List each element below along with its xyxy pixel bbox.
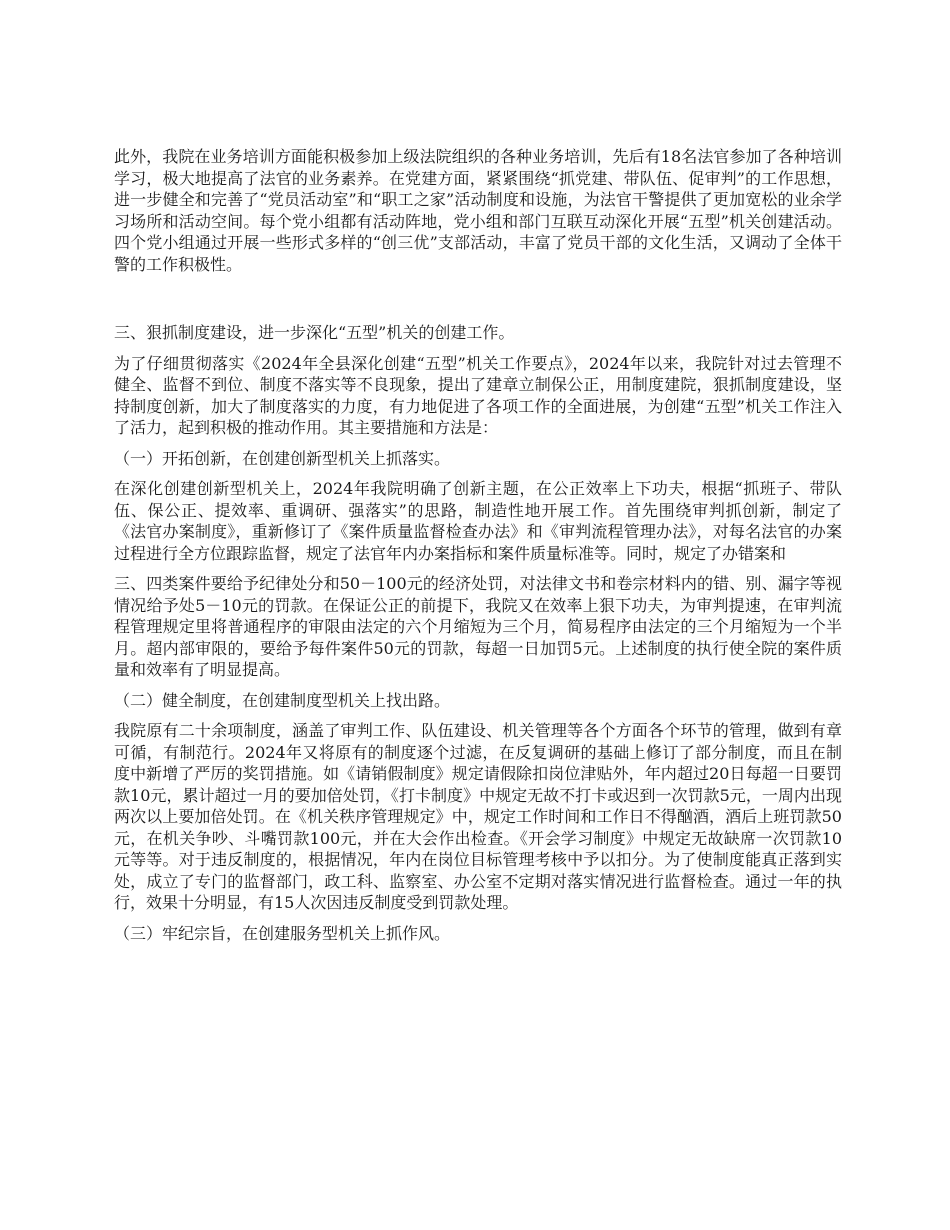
subheading-service: （三）牢纪宗旨，在创建服务型机关上抓作风。 xyxy=(114,923,451,943)
paragraph-training-party-building: 此外，我院在业务培训方面能积极参加上级法院组织的各种业务培训，先后有18名法官参加了各种培训学习，极大地提高了法官的业务素养。在党建方面，紧紧围绕“抓党建、带队伍、促审判”的工作思想，进一步健全和完善了“党员活动室”和“职工之家”活动制度和设施，为法官干警提供了更加宽松的业余学习场所和活动空间。每个党小组都有活动阵地，党小组和部门互联互动深化开展“五型”机关创建活动。四个党小组通过开展一些形式多样的“创三优”支部活动，丰富了党员干部的文化生活，又调动了全体干警的工作积极性。 xyxy=(114,147,842,274)
subheading-system: （二）健全制度，在创建制度型机关上找出路。 xyxy=(114,690,451,710)
subheading-innovation: （一）开拓创新，在创建创新型机关上抓落实。 xyxy=(114,448,451,468)
paragraph-system-rules: 我院原有二十余项制度，涵盖了审判工作、队伍建设、机关管理等各个方面各个环节的管理，做到有章可循，有制范行。2024年又将原有的制度逐个过滤，在反复调研的基础上修订了部分制度，而且在制度中新增了严厉的奖罚措施。如《请销假制度》规定请假除扣岗位津贴外，年内超过20日每超一日要罚款10元，累计超过一月的要加倍处罚，《打卡制度》中规定无故不打卡或迟到一次罚款5元，一周内出现两次以上要加倍处罚。在《机关秩序管理规定》中，规定工作时间和工作日不得酗酒，酒后上班罚款50元，在机关争吵、斗嘴罚款100元，并在大会作出检查。《开会学习制度》中规定无故缺席一次罚款10元等等。对于违反制度的，根据情况，年内在岗位目标管理考核中予以扣分。为了使制度能真正落到实处，成立了专门的监督部门，政工科、监察室、办公室不定期对落实情况进行监督检查。通过一年的执行，效果十分明显，有15人次因违反制度受到罚款处理。 xyxy=(114,721,842,912)
paragraph-penalties-efficiency: 三、四类案件要给予纪律处分和50－100元的经济处罚，对法律文书和卷宗材料内的错、别、漏字等视情况给予处5－10元的罚款。在保证公正的前提下，我院又在效率上狠下功夫，为审判提速，在审判流程管理规定里将普通程序的审限由法定的六个月缩短为三个月，简易程序由法定的三个月缩短为一个半月。超内部审限的，要给予每件案件50元的罚款，每超一日加罚5元。上述制度的执行使全院的案件质量和效率有了明显提高。 xyxy=(114,574,842,679)
section-gap xyxy=(114,284,842,322)
paragraph-innovation: 在深化创建创新型机关上，2024年我院明确了创新主题，在公正效率上下功夫，根据“抓班子、带队伍、保公正、提效率、重调研、强落实”的思路，制造性地开展工作。首先围绕审判抓创新，制定了《法官办案制度》，重新修订了《案件质量监督检查办法》和《审判流程管理办法》，对每名法官的办案过程进行全方位跟踪监督，规定了法官年内办案指标和案件质量标准等。同时，规定了办错案和 xyxy=(114,479,842,563)
paragraph-system-building-intro: 为了仔细贯彻落实《2024年全县深化创建“五型”机关工作要点》，2024年以来，我院针对过去管理不健全、监督不到位、制度不落实等不良现象，提出了建章立制保公正，用制度建院，狠抓制度建设，坚持制度创新，加大了制度落实的力度，有力地促进了各项工作的全面进展，为创建“五型”机关工作注入了活力，起到积极的推动作用。其主要措施和方法是： xyxy=(114,353,842,437)
document-body xyxy=(114,146,842,953)
section-heading-3: 三、狠抓制度建设，进一步深化“五型”机关的创建工作。 xyxy=(114,323,515,342)
